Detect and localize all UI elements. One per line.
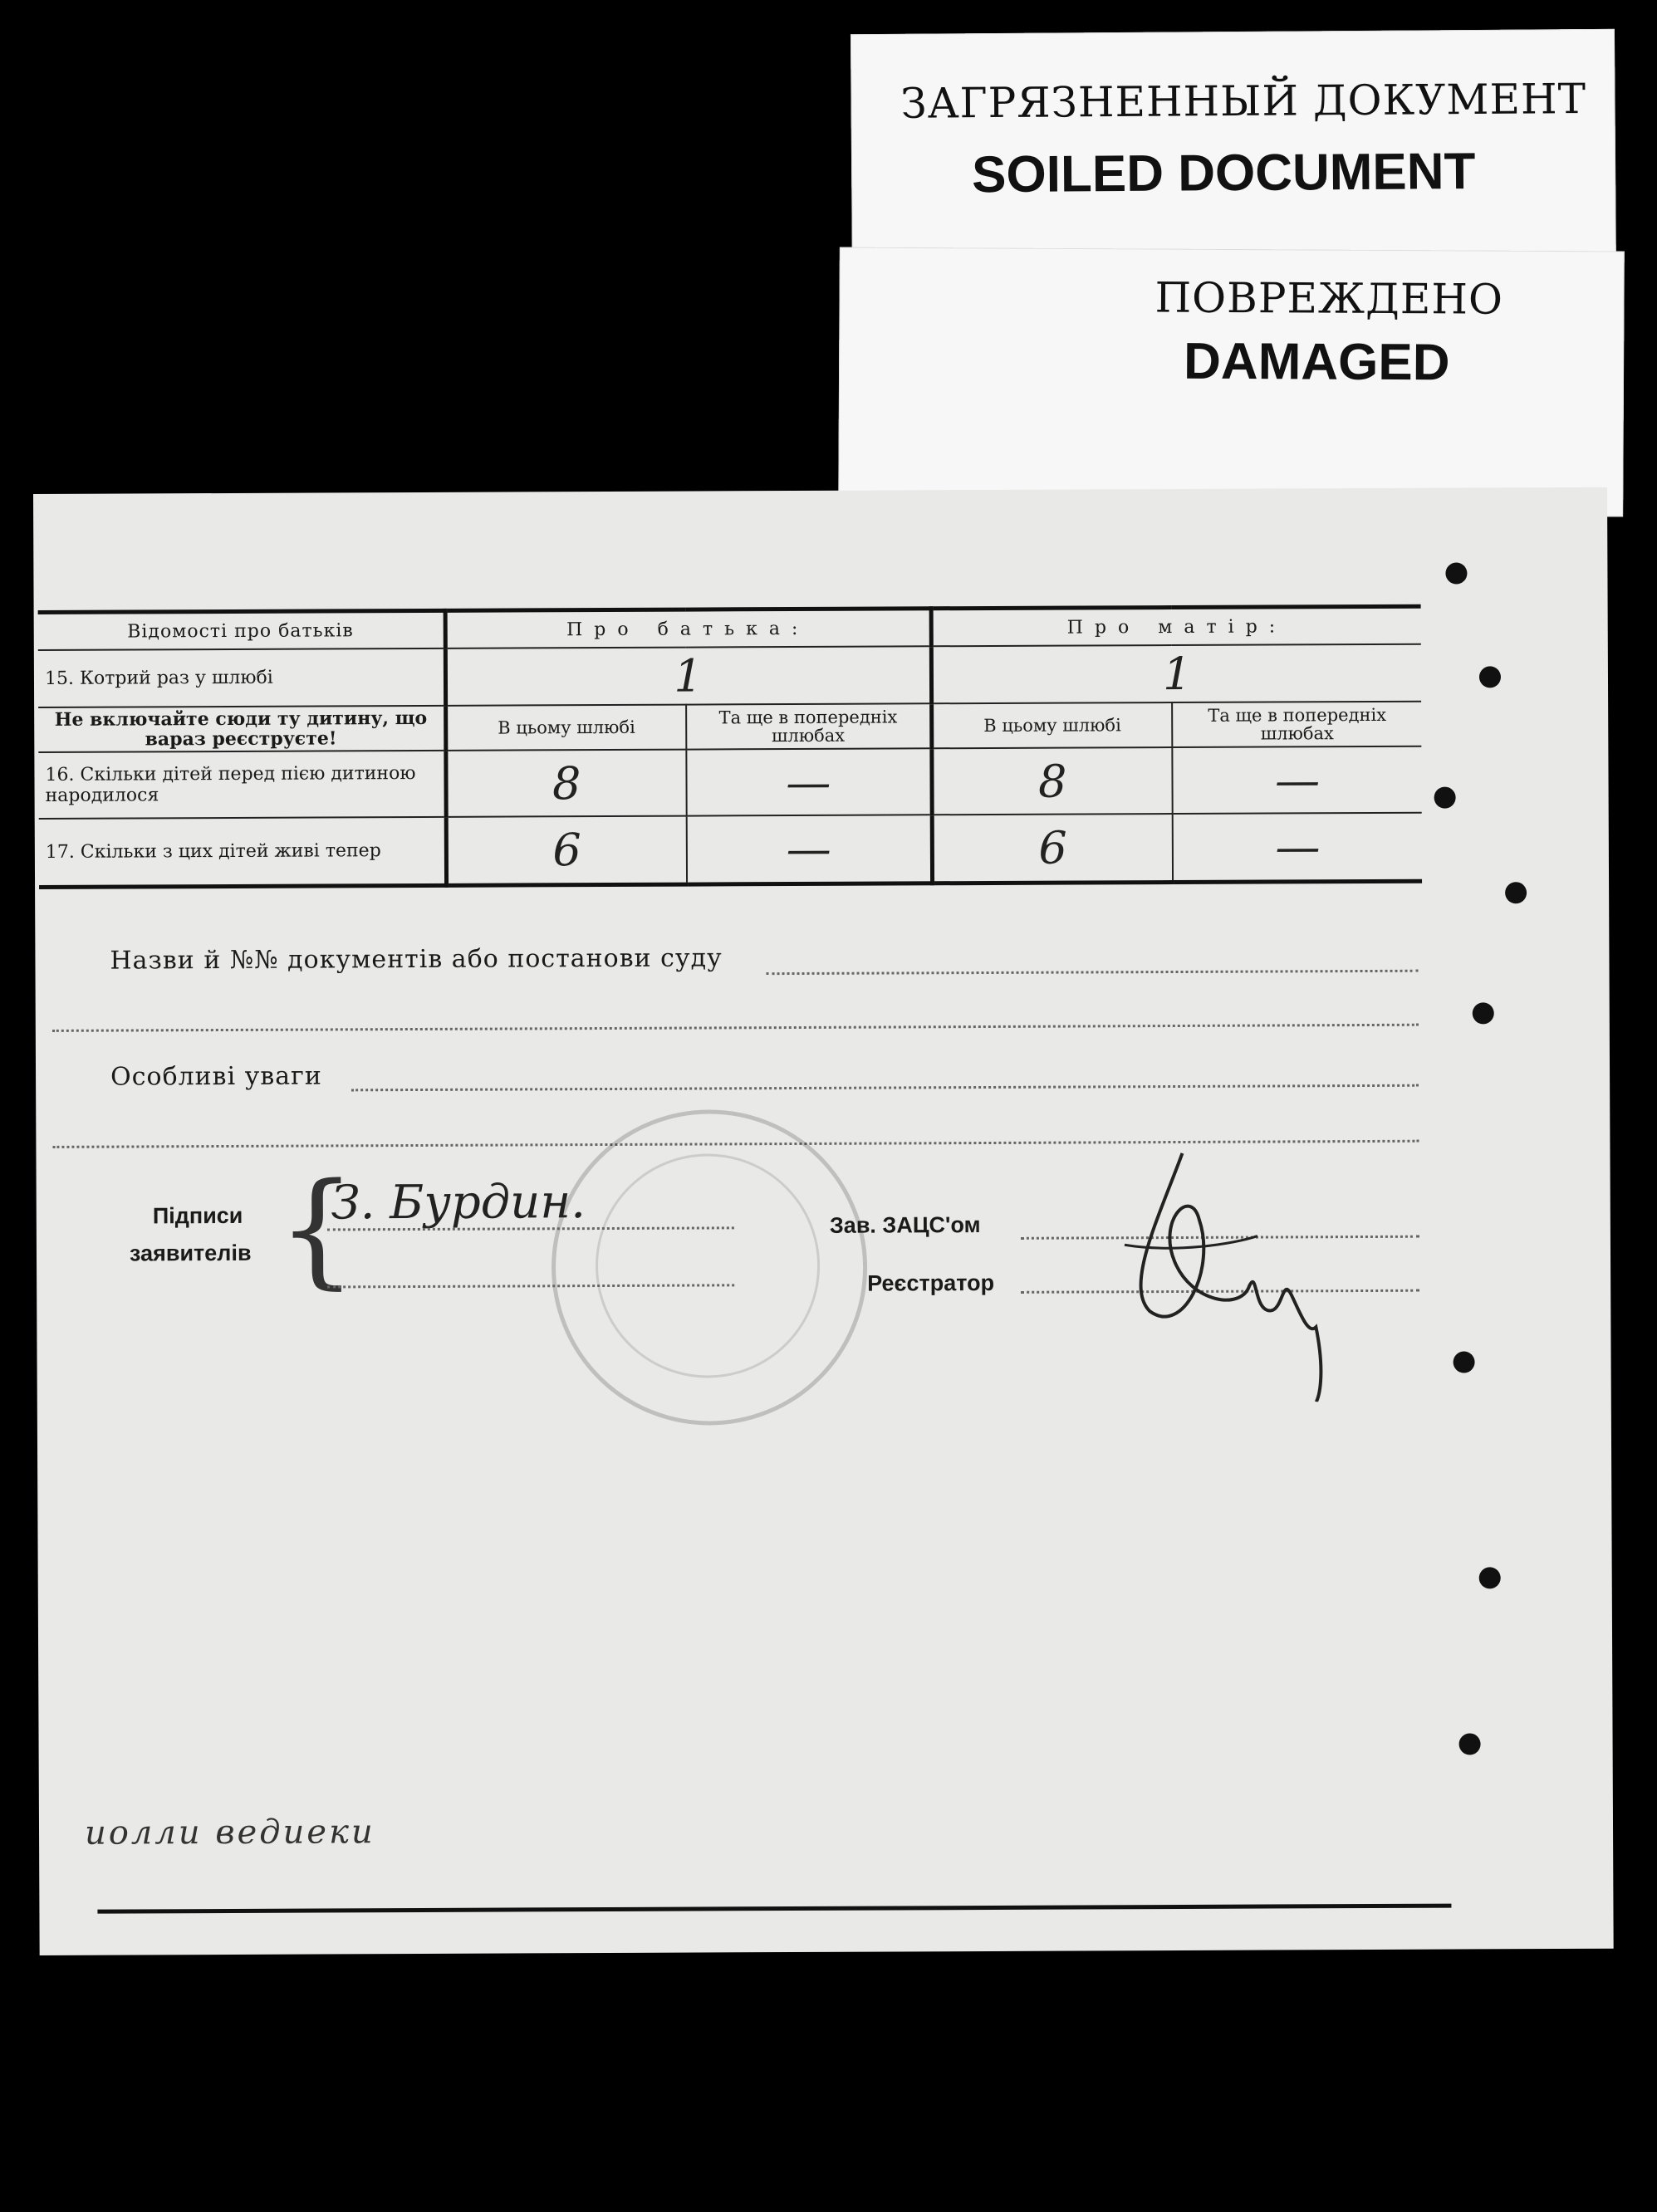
damaged-document-label [838, 247, 1625, 517]
table-header-row [38, 606, 1421, 650]
row15-father-value: 1 [445, 646, 931, 706]
parents-info-table [38, 604, 1422, 889]
binding-hole [1473, 1002, 1494, 1024]
mother-current-marriage-header: В цьому шлюбі [931, 702, 1172, 748]
row15-label: 15. Котрий раз у шлюбі [38, 648, 445, 707]
head-of-registry-label: Зав. ЗАЦС'ом [829, 1212, 981, 1238]
binding-hole [1434, 787, 1456, 809]
row16-father-previous: — [686, 748, 931, 815]
applicant-signature: З. Бурдин. [331, 1175, 586, 1231]
registrar-label: Реєстратор [867, 1270, 995, 1296]
row16-father-current: 8 [445, 750, 686, 817]
row15-mother-value: 1 [931, 644, 1421, 704]
row17-mother-current: 6 [932, 814, 1173, 883]
exclude-child-note: Не включайте сюди ту дитину, що вараз реєструєте! [38, 706, 445, 752]
soiled-label-en: SOILED DOCUMENT [971, 142, 1476, 204]
header-father: Про батька: [445, 609, 931, 648]
damaged-label-en: DAMAGED [1183, 332, 1450, 392]
binding-hole [1459, 1733, 1481, 1754]
documents-line-2 [52, 1024, 1419, 1032]
binding-hole [1479, 666, 1501, 688]
row16-label: 16. Скільки дітей перед пією дитиною народилося [38, 751, 445, 819]
applicants-brace: { [277, 1157, 357, 1302]
binding-hole [1445, 562, 1467, 584]
special-notes-line [351, 1084, 1419, 1092]
table-note-row [38, 702, 1421, 752]
registrar-handwritten-signature [1107, 1119, 1357, 1402]
binding-hole [1505, 882, 1527, 903]
table-row-15 [38, 644, 1421, 707]
damaged-label-ru: ПОВРЕЖДЕНО [1155, 273, 1504, 324]
pencil-note: иолли ведиеки [84, 1813, 375, 1852]
official-round-stamp [551, 1109, 868, 1427]
table-row-17 [39, 813, 1422, 887]
header-parents-info: Відомості про батьків [38, 610, 445, 650]
bottom-rule [97, 1904, 1451, 1914]
row17-father-current: 6 [446, 816, 687, 885]
row17-mother-previous: — [1173, 813, 1422, 882]
row16-mother-current: 8 [931, 747, 1172, 815]
form-sheet [33, 487, 1614, 1955]
binding-hole [1454, 1351, 1475, 1373]
table-row-16 [38, 746, 1421, 819]
header-mother: Про матір: [931, 606, 1421, 646]
row17-label: 17. Скільки з цих дітей живі тепер [39, 817, 446, 887]
soiled-label-ru: ЗАГРЯЗНЕННЫЙ ДОКУМЕНТ [900, 75, 1587, 128]
father-current-marriage-header: В цьому шлюбі [445, 705, 686, 751]
binding-holes [1429, 487, 1535, 1950]
row17-father-previous: — [687, 815, 932, 883]
father-previous-marriages-header: Та ще в попередніх шлюбах [686, 703, 931, 749]
soiled-document-label [851, 29, 1616, 283]
special-notes-label: Особливі уваги [110, 1061, 322, 1092]
binding-hole [1479, 1567, 1501, 1588]
applicants-label-2: заявителів [129, 1240, 252, 1266]
mother-previous-marriages-header: Та ще в попередніх шлюбах [1172, 702, 1421, 747]
row16-mother-previous: — [1172, 746, 1421, 814]
documents-line [767, 970, 1419, 975]
documents-label: Назви й №№ документів або постанови суду [110, 943, 723, 976]
applicants-label-1: Підписи [152, 1202, 243, 1229]
